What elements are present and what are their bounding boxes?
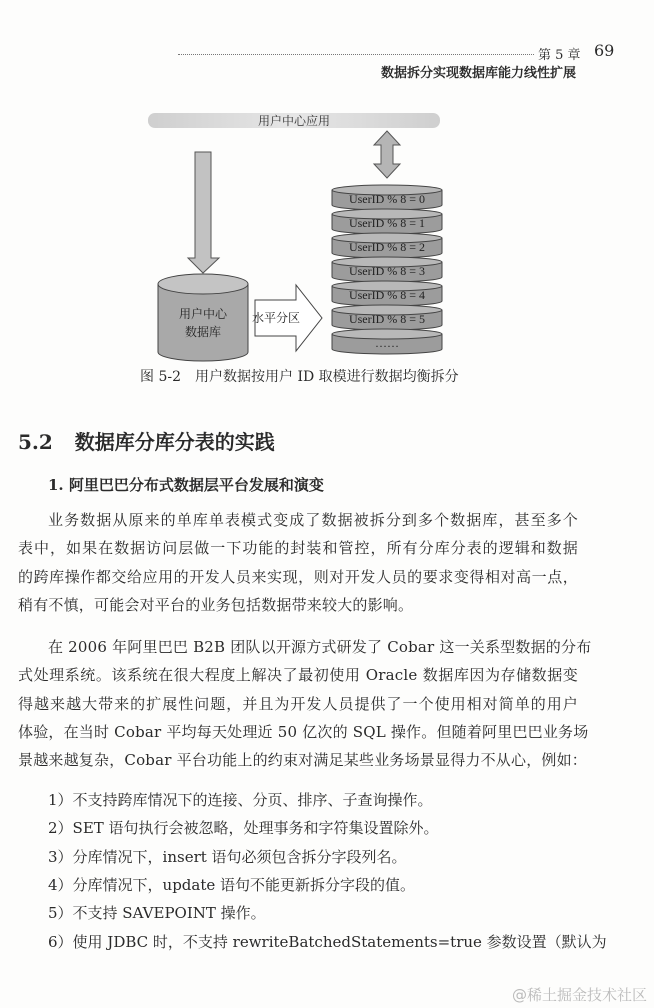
page-number: 69 (594, 41, 615, 60)
section-title: 数据库分库分表的实践 (74, 430, 275, 454)
chapter-label: 第 5 章 (538, 48, 581, 63)
list-item: 6）使用 JDBC 时，不支持 rewriteBatchedStatements=true 参数设置（默认为 (48, 933, 607, 951)
caption-number: 图 5-2 (140, 369, 181, 385)
db-label-line2: 数据库 (184, 325, 222, 339)
shard-label: UserID % 8 = 1 (348, 216, 426, 230)
figure-caption (140, 366, 459, 386)
down-arrow-icon (188, 152, 219, 273)
shard-cylinder (332, 281, 442, 306)
shard-label: UserID % 8 = 3 (348, 264, 426, 278)
shard-label: …… (375, 336, 399, 350)
list-item: 4）分库情况下，update 语句不能更新拆分字段的值。 (48, 876, 416, 894)
subsection-heading: 1. 阿里巴巴分布式数据层平台发展和演变 (48, 476, 324, 494)
shard-cylinder (332, 257, 442, 282)
double-arrow-icon (374, 131, 400, 178)
shard-label: UserID % 8 = 5 (348, 312, 426, 326)
text-line: 式处理系统。该系统在很大程度上解决了最初使用 Oracle 数据库因为存储数据变 (18, 666, 578, 684)
list-item: 3）分库情况下，insert 语句必须包含拆分字段列名。 (48, 848, 407, 866)
shard-cylinder (332, 305, 442, 330)
shard-cylinder (332, 185, 442, 210)
text-line: 景越来越复杂，Cobar 平台功能上的约束对满足某些业务场景显得力不从心，例如： (18, 751, 587, 769)
section-heading (18, 426, 275, 455)
shard-label: UserID % 8 = 2 (348, 240, 426, 254)
section-number: 5.2 (18, 430, 53, 454)
shard-label: UserID % 8 = 4 (348, 288, 426, 302)
text-line: 稍有不慎，可能会对平台的业务包括数据带来较大的影响。 (18, 596, 414, 614)
text-line: 体验，在当时 Cobar 平均每天处理近 50 亿次的 SQL 操作。但随着阿里巴巴业务场 (18, 723, 589, 741)
shard-cylinder (332, 233, 442, 258)
text-line: 表中，如果在数据访问层做一下功能的封装和管控，所有分库分表的逻辑和数据 (18, 539, 578, 557)
shard-cylinder (332, 329, 442, 354)
list-item: 1）不支持跨库情况下的连接、分页、排序、子查询操作。 (48, 791, 433, 809)
user-db-cylinder (158, 274, 248, 361)
watermark: @稀土掘金技术社区 (512, 986, 648, 1004)
chapter-title: 数据拆分实现数据库能力线性扩展 (380, 66, 576, 81)
shard-cylinder (332, 209, 442, 234)
db-label-line1: 用户中心 (178, 307, 228, 321)
app-label: 用户中心应用 (257, 114, 331, 128)
text-line: 得越来越大带来的扩展性问题，并且为开发人员提供了一个使用相对简单的用户 (18, 695, 578, 713)
figure-diagram (0, 0, 654, 370)
partition-label: 水平分区 (251, 311, 301, 325)
list-item: 5）不支持 SAVEPOINT 操作。 (48, 904, 266, 922)
list-item: 2）SET 语句执行会被忽略，处理事务和字符集设置除外。 (48, 819, 439, 837)
text-line: 业务数据从原来的单库单表模式变成了数据被拆分到多个数据库，甚至多个 (48, 511, 578, 529)
shard-label: UserID % 8 = 0 (348, 192, 426, 206)
text-line: 的跨库操作都交给应用的开发人员来实现，则对开发人员的要求变得相对高一点， (18, 568, 578, 586)
text-line: 在 2006 年阿里巴巴 B2B 团队以开源方式研发了 Cobar 这一关系型数据的分布 (48, 638, 592, 656)
caption-text: 用户数据按用户 ID 取模进行数据均衡拆分 (195, 369, 459, 385)
